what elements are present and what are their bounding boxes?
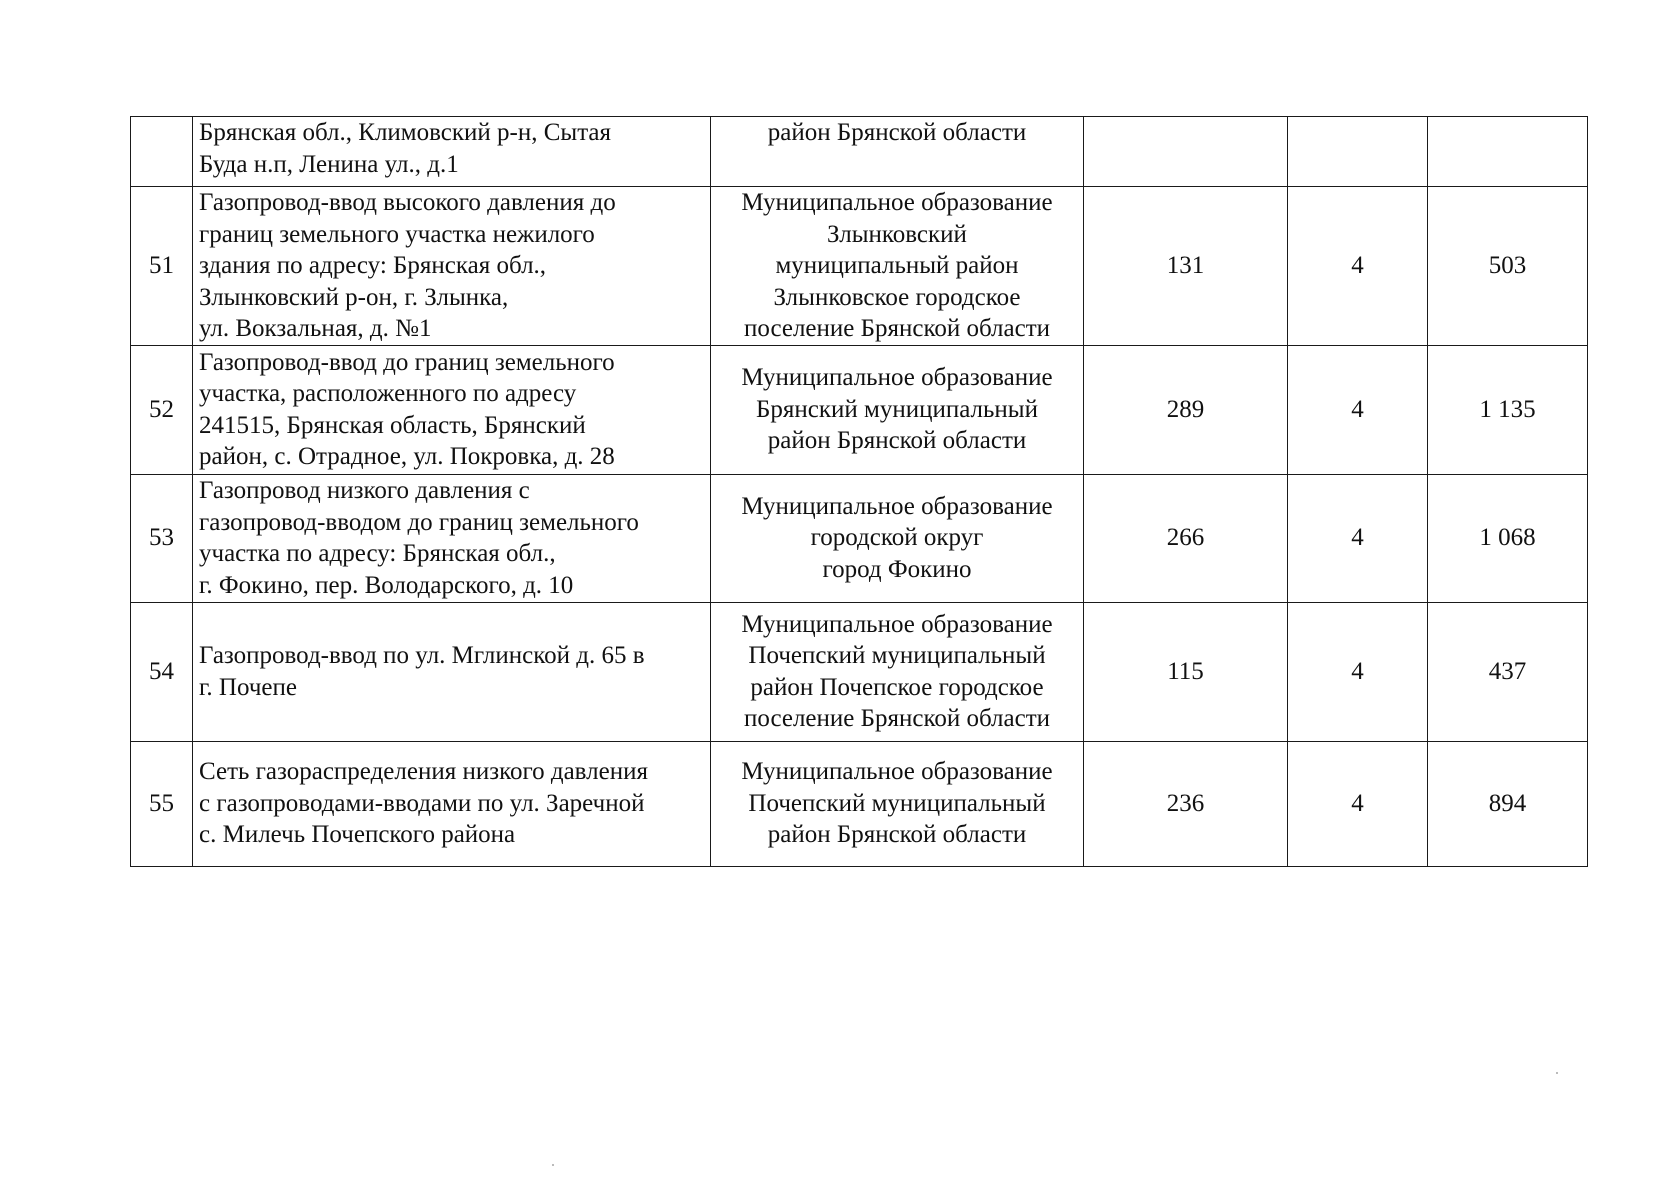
municipality-line: район Брянской области: [767, 119, 1027, 146]
value-cell-col4: 266: [1084, 474, 1288, 602]
object-description-cell: [193, 602, 711, 741]
value-cell-col6: 437: [1428, 602, 1588, 741]
gas-pipeline-table: [130, 116, 1588, 867]
value-cell-col4: 115: [1084, 602, 1288, 741]
value-cell-col4: [1084, 117, 1288, 187]
object-line: участка, расположенного по адресу: [199, 380, 577, 407]
table-row: [131, 741, 1588, 866]
row-number-cell: 55: [131, 741, 193, 866]
value-cell-col4: 131: [1084, 187, 1288, 346]
row-number-cell: [131, 117, 193, 187]
municipality-line: Почепский муниципальный: [748, 789, 1046, 817]
value-cell-col6: 1 135: [1428, 345, 1588, 474]
municipality-line: Почепский муниципальный: [748, 642, 1046, 669]
value-cell-col5: 4: [1288, 602, 1428, 741]
value-cell-col6: 503: [1428, 187, 1588, 346]
object-line: здания по адресу: Брянская обл.,: [199, 252, 547, 279]
municipality-cell: [711, 474, 1084, 602]
municipality-cell: [711, 187, 1084, 346]
value-cell-col5: 4: [1288, 345, 1428, 474]
table-row: [131, 474, 1588, 602]
value-cell-col5: 4: [1288, 474, 1428, 602]
object-description-cell: [193, 117, 711, 187]
object-line: Злынковский р-он, г. Злынка,: [199, 283, 509, 311]
value-cell-col4: 236: [1084, 741, 1288, 866]
object-description-cell: [193, 345, 711, 474]
value-cell-col6: [1428, 117, 1588, 187]
value-cell-col5: 4: [1288, 187, 1428, 346]
object-line: г. Почепе: [199, 673, 297, 701]
municipality-line: район Почепское городское: [750, 673, 1044, 701]
object-line: Буда н.п, Ленина ул., д.1: [199, 150, 459, 178]
object-description-cell: [193, 741, 711, 866]
object-line: участка по адресу: Брянская обл.,: [199, 540, 556, 567]
object-description-cell: [193, 474, 711, 602]
object-line: границ земельного участка нежилого: [199, 220, 595, 248]
scan-speck: [552, 1164, 554, 1166]
municipality-line: городской округ: [810, 524, 984, 552]
object-line: газопровод-вводом до границ земельного: [199, 508, 639, 536]
table-row: [131, 187, 1588, 346]
object-line: с. Милечь Почепского района: [199, 821, 516, 849]
municipality-line: Злынковский: [827, 220, 967, 248]
object-description-cell: [193, 187, 711, 346]
municipality-cell: [711, 741, 1084, 866]
object-line: Газопровод-ввод высокого давления до: [199, 189, 616, 216]
municipality-line: Брянский муниципальный: [756, 395, 1038, 423]
object-line: Сеть газораспределения низкого давления: [199, 758, 648, 786]
object-line: Газопровод низкого давления с: [199, 477, 530, 504]
row-number-cell: 53: [131, 474, 193, 602]
table-row: [131, 117, 1588, 187]
municipality-line: Муниципальное образование: [741, 492, 1053, 520]
value-cell-col6: 1 068: [1428, 474, 1588, 602]
object-line: Газопровод-ввод до границ земельного: [199, 348, 615, 376]
table-row: [131, 345, 1588, 474]
municipality-line: район Брянской области: [767, 821, 1027, 849]
municipality-line: Муниципальное образование: [741, 364, 1053, 392]
municipality-line: муниципальный район: [775, 252, 1019, 279]
row-number-cell: 54: [131, 602, 193, 741]
municipality-line: поселение Брянской области: [743, 705, 1051, 732]
municipality-line: город Фокино: [822, 555, 972, 583]
municipality-line: Муниципальное образование: [741, 189, 1053, 216]
object-line: ул. Вокзальная, д. №1: [199, 315, 432, 342]
municipality-line: Муниципальное образование: [741, 758, 1053, 786]
value-cell-col4: 289: [1084, 345, 1288, 474]
row-number-cell: 52: [131, 345, 193, 474]
scan-speck: [1556, 1072, 1558, 1074]
object-line: с газопроводами-вводами по ул. Заречной: [199, 789, 645, 817]
value-cell-col5: 4: [1288, 741, 1428, 866]
municipality-line: Злынковское городское: [773, 283, 1021, 311]
municipality-line: район Брянской области: [767, 427, 1027, 455]
object-line: район, с. Отрадное, ул. Покровка, д. 28: [199, 443, 615, 470]
municipality-line: Муниципальное образование: [741, 610, 1053, 638]
value-cell-col5: [1288, 117, 1428, 187]
municipality-cell: [711, 602, 1084, 741]
object-line: г. Фокино, пер. Володарского, д. 10: [199, 571, 574, 599]
municipality-line: поселение Брянской области: [743, 315, 1051, 342]
object-line: Брянская обл., Климовский р-н, Сытая: [199, 119, 612, 146]
municipality-cell: [711, 117, 1084, 187]
object-line: 241515, Брянская область, Брянский: [199, 411, 586, 439]
value-cell-col6: 894: [1428, 741, 1588, 866]
row-number-cell: 51: [131, 187, 193, 346]
object-line: Газопровод-ввод по ул. Мглинской д. 65 в: [199, 642, 645, 669]
municipality-cell: [711, 345, 1084, 474]
table-row: [131, 602, 1588, 741]
